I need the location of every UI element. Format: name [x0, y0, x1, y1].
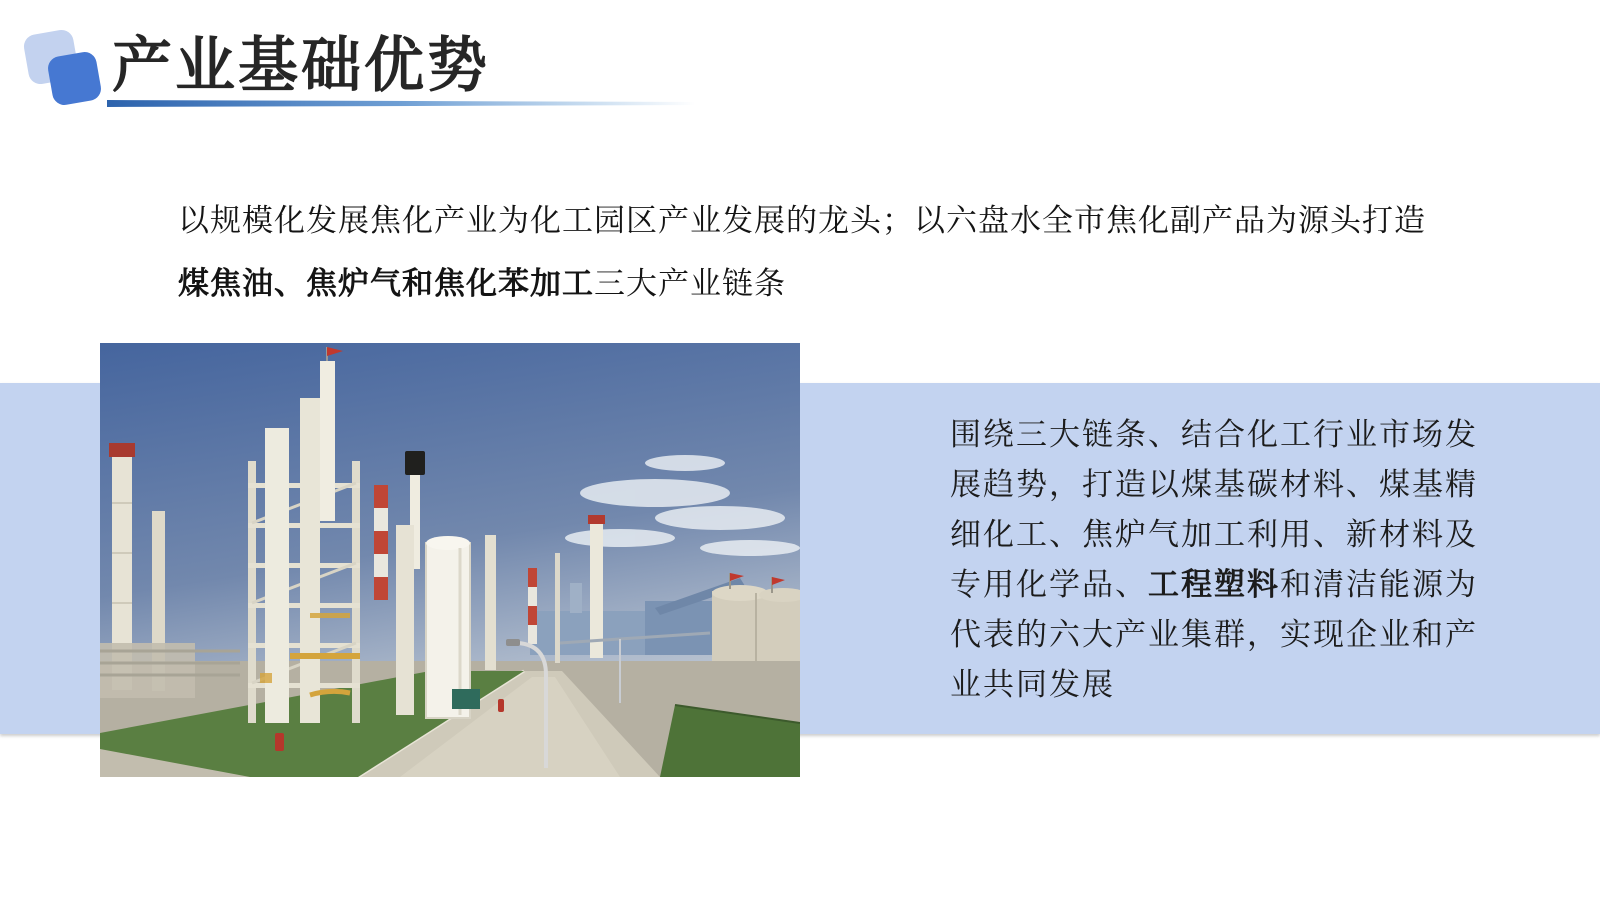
panel-text	[950, 410, 1530, 710]
page-title: 产业基础优势	[112, 32, 490, 99]
intro-line-2-bold: 煤焦油、焦炉气和焦化苯加工	[178, 266, 594, 301]
intro-line-2-rest: 三大产业链条	[594, 266, 786, 301]
intro-line-1: 以规模化发展焦化产业为化工园区产业发展的龙头；以六盘水全市焦化副产品为源头打造	[178, 203, 1426, 238]
chemical-plant-illustration	[100, 343, 800, 777]
chemical-plant-photo	[100, 343, 800, 777]
panel-line-4-post: 和清洁能源为	[1280, 567, 1478, 602]
panel-line: 围绕三大链条、结合化工行业市场发	[950, 417, 1478, 452]
panel-line: 代表的六大产业集群，实现企业和产	[950, 617, 1478, 652]
panel-line	[950, 560, 1530, 610]
panel-line: 展趋势，打造以煤基碳材料、煤基精	[950, 467, 1478, 502]
panel-line-4-bold: 工程塑料	[1148, 567, 1280, 602]
overlapping-rounded-squares-icon	[24, 26, 108, 106]
rounded-square-front	[46, 50, 103, 107]
panel-line: 业共同发展	[950, 667, 1115, 702]
title-underline	[107, 100, 695, 107]
panel-line-4-pre: 专用化学品、	[950, 567, 1148, 602]
striped-chimney	[374, 485, 388, 600]
intro-paragraph	[178, 189, 1518, 315]
panel-line: 细化工、焦炉气加工利用、新材料及	[950, 517, 1478, 552]
